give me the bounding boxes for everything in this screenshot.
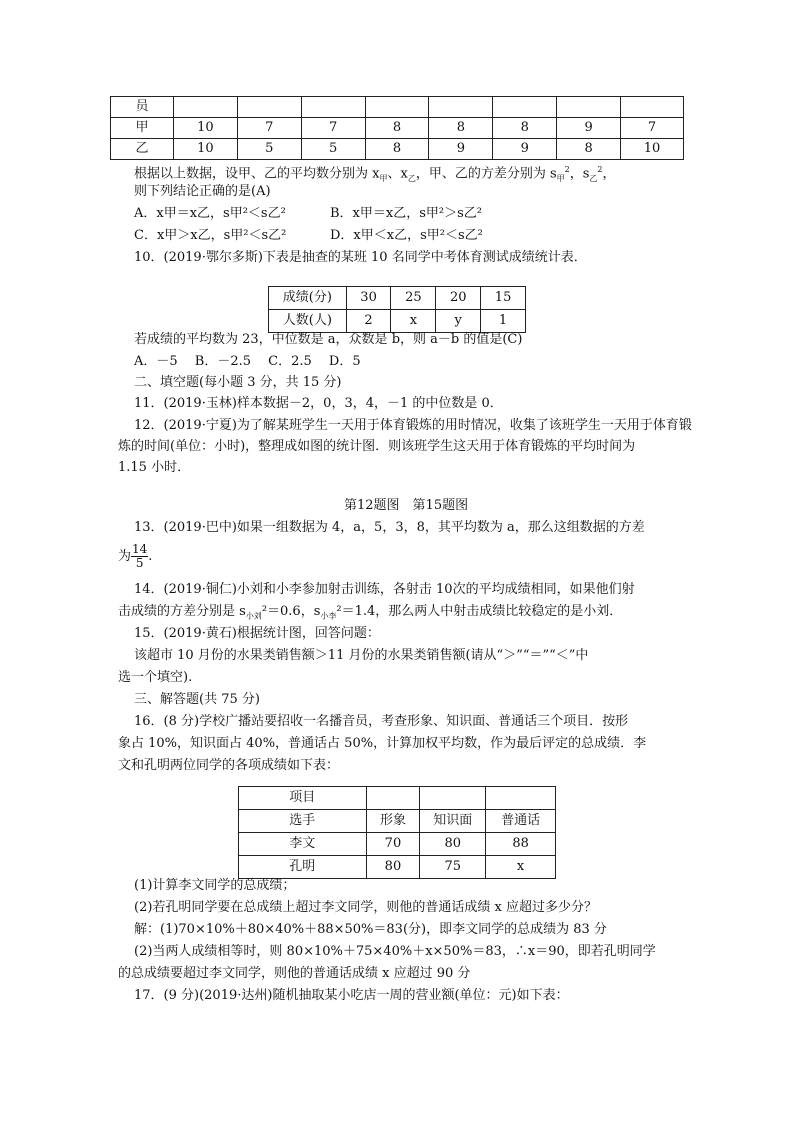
table-row bbox=[239, 787, 556, 810]
table-cell: 10 bbox=[621, 139, 684, 160]
table-cell: 5 bbox=[237, 139, 301, 160]
table-cell: 10 bbox=[173, 118, 237, 139]
table-header-cell: 20 bbox=[436, 287, 481, 310]
table-cell: 7 bbox=[237, 118, 301, 139]
q12-line3: 1.15 小时． bbox=[118, 460, 191, 475]
q12-line2: 炼的时间(单位：小时)，整理成如图的统计图．则该班学生这天用于体育锻炼的平均时间为 bbox=[118, 439, 636, 454]
table-row bbox=[111, 139, 684, 160]
q10-options: A．－5 B．－2.5 C．2.5 D．5 bbox=[134, 354, 361, 369]
q16-solution2b: 的总成绩要超过李文同学，则他的普通话成绩 x 应超过 90 分 bbox=[118, 966, 471, 981]
table-row bbox=[111, 97, 684, 118]
table-row bbox=[111, 118, 684, 139]
q14-line1: 14．(2019·铜仁)小刘和小李参加射击训练，各射击 10次的平均成绩相同，如果他们射 bbox=[134, 582, 635, 597]
table-row bbox=[239, 810, 556, 833]
table-cell: y bbox=[436, 310, 481, 333]
row-label: 甲 bbox=[111, 118, 174, 139]
table-cell: 75 bbox=[420, 856, 486, 879]
section-solve-title: 三、解答题(共 75 分) bbox=[134, 692, 260, 707]
table-cell: x bbox=[486, 856, 556, 879]
q16-score-table bbox=[238, 786, 556, 879]
table-cell: 5 bbox=[301, 139, 365, 160]
q15-line3: 选一个填空). bbox=[118, 670, 193, 685]
q12-line1: 12．(2019·宁夏)为了解某班学生一天用于体育锻炼的用时情况，收集了该班学生一天用于体育锻 bbox=[134, 418, 692, 433]
q16-solution2a: (2)当两人成绩相等时，则 80×10%＋75×40%＋x×50%＝83，∴x＝90，即若孔明同学 bbox=[134, 944, 656, 959]
q13-answer-line: 为 $\frac{14}{5}$ . bbox=[118, 542, 153, 570]
q16-line1: 16．(8 分)学校广播站要招收一名播音员，考查形象、知识面、普通话三个项目．按形 bbox=[134, 714, 629, 729]
table-row bbox=[239, 833, 556, 856]
table-header-cell: 25 bbox=[391, 287, 436, 310]
figure-caption: 第12题图 第15题图 bbox=[344, 498, 469, 513]
table-cell: 70 bbox=[366, 833, 420, 856]
table-header-cell: 普通话 bbox=[486, 810, 556, 833]
table-cell: 人数(人) bbox=[269, 310, 347, 333]
table-cell: 8 bbox=[429, 118, 493, 139]
q9-option-b: B．x甲＝x乙，s甲²＞s乙² bbox=[330, 206, 482, 221]
q10-stem: 10．(2019·鄂尔多斯)下表是抽查的某班 10 名同学中考体育测试成绩统计表． bbox=[134, 250, 587, 265]
table-cell: 8 bbox=[557, 139, 621, 160]
table-cell: 9 bbox=[429, 139, 493, 160]
table-cell: 8 bbox=[493, 118, 557, 139]
table-corner-bottom: 选手 bbox=[239, 810, 367, 833]
table-cell: 7 bbox=[621, 118, 684, 139]
q13-line1: 13．(2019·巴中)如果一组数据为 4，a，5，3，8，其平均数为 a，那么这组数据的方差 bbox=[134, 520, 645, 535]
table-cell: 9 bbox=[493, 139, 557, 160]
table-cell: 80 bbox=[420, 833, 486, 856]
table-cell: 88 bbox=[486, 833, 556, 856]
table-cell: 1 bbox=[481, 310, 526, 333]
q9-option-d: D．x甲＜x乙，s甲²＜s乙² bbox=[330, 228, 483, 243]
q9-option-c: C．x甲＞x乙，s甲²＜s乙² bbox=[134, 228, 287, 243]
table-header-cell: 30 bbox=[346, 287, 391, 310]
table-cell: x bbox=[391, 310, 436, 333]
q15-line1: 15．(2019·黄石)根据统计图，回答问题： bbox=[134, 626, 380, 641]
q16-sub2: (2)若孔明同学要在总成绩上超过李文同学，则他的普通话成绩 x 应超过多少分？ bbox=[134, 900, 598, 915]
q16-solution1: 解：(1)70×10%＋80×40%＋88×50%＝83(分)，即李文同学的总成绩为 83 分 bbox=[134, 922, 607, 937]
row-label: 乙 bbox=[111, 139, 174, 160]
table-cell: 9 bbox=[557, 118, 621, 139]
row-label: 李文 bbox=[239, 833, 367, 856]
q9-stem-line1: 根据以上数据，设甲、乙的平均数分别为 $x_甲$、$x_乙$，甲、乙的方差分别为 $s_甲^2$，$s_乙^2$， bbox=[134, 165, 616, 183]
table-row bbox=[269, 287, 526, 310]
q9-stem-line2: 则下列结论正确的是(A) bbox=[134, 184, 271, 199]
row-label: 孔明 bbox=[239, 856, 367, 879]
table-header-cell: 知识面 bbox=[420, 810, 486, 833]
table-cell: 7 bbox=[301, 118, 365, 139]
table-cell: 10 bbox=[173, 139, 237, 160]
section-fill-in-title: 二、填空题(每小题 3 分，共 15 分) bbox=[134, 375, 342, 390]
table-cell: 8 bbox=[365, 118, 429, 139]
table-cell: 80 bbox=[366, 856, 420, 879]
q14-line2: 击成绩的方差分别是 $s_{小刘}^2=0.6$，$s_{小李}^2=1.4$，那么两人中射击成绩比较稳定的是小刘． bbox=[118, 604, 623, 621]
score-table-jia-yi bbox=[110, 96, 684, 160]
q16-sub1: (1)计算李文同学的总成绩； bbox=[134, 878, 296, 893]
table-header-cell: 成绩(分) bbox=[269, 287, 347, 310]
q10-text: 若成绩的平均数为 23，中位数是 a，众数是 b，则 a－b 的值是(C) bbox=[134, 332, 523, 347]
fraction: $\frac{14}{5}$ bbox=[132, 542, 148, 570]
table-header-cell: 15 bbox=[481, 287, 526, 310]
q16-line2: 象占 10%，知识面占 40%，普通话占 50%，计算加权平均数，作为最后评定的总成绩．李 bbox=[118, 736, 647, 751]
table-cell: 8 bbox=[365, 139, 429, 160]
table-cell: 2 bbox=[346, 310, 391, 333]
q15-line2: 该超市 10 月份的水果类销售额＞11 月份的水果类销售额(请从“＞”“＝”“＜”中 bbox=[134, 648, 589, 663]
q17-stem: 17．(9 分)(2019·达州)随机抽取某小吃店一周的营业额(单位：元)如下表： bbox=[134, 988, 569, 1003]
table-corner-top: 项目 bbox=[239, 787, 367, 810]
q10-table bbox=[268, 286, 526, 333]
q9-option-a: A．x甲＝x乙，s甲²＜s乙² bbox=[134, 206, 286, 221]
table-header-cell: 形象 bbox=[366, 810, 420, 833]
q11: 11．(2019·玉林)样本数据－2，0，3，4，－1 的中位数是 0． bbox=[134, 396, 503, 411]
q16-line3: 文和孔明两位同学的各项成绩如下表： bbox=[118, 758, 340, 773]
table-header-cell: 员 bbox=[111, 97, 174, 118]
